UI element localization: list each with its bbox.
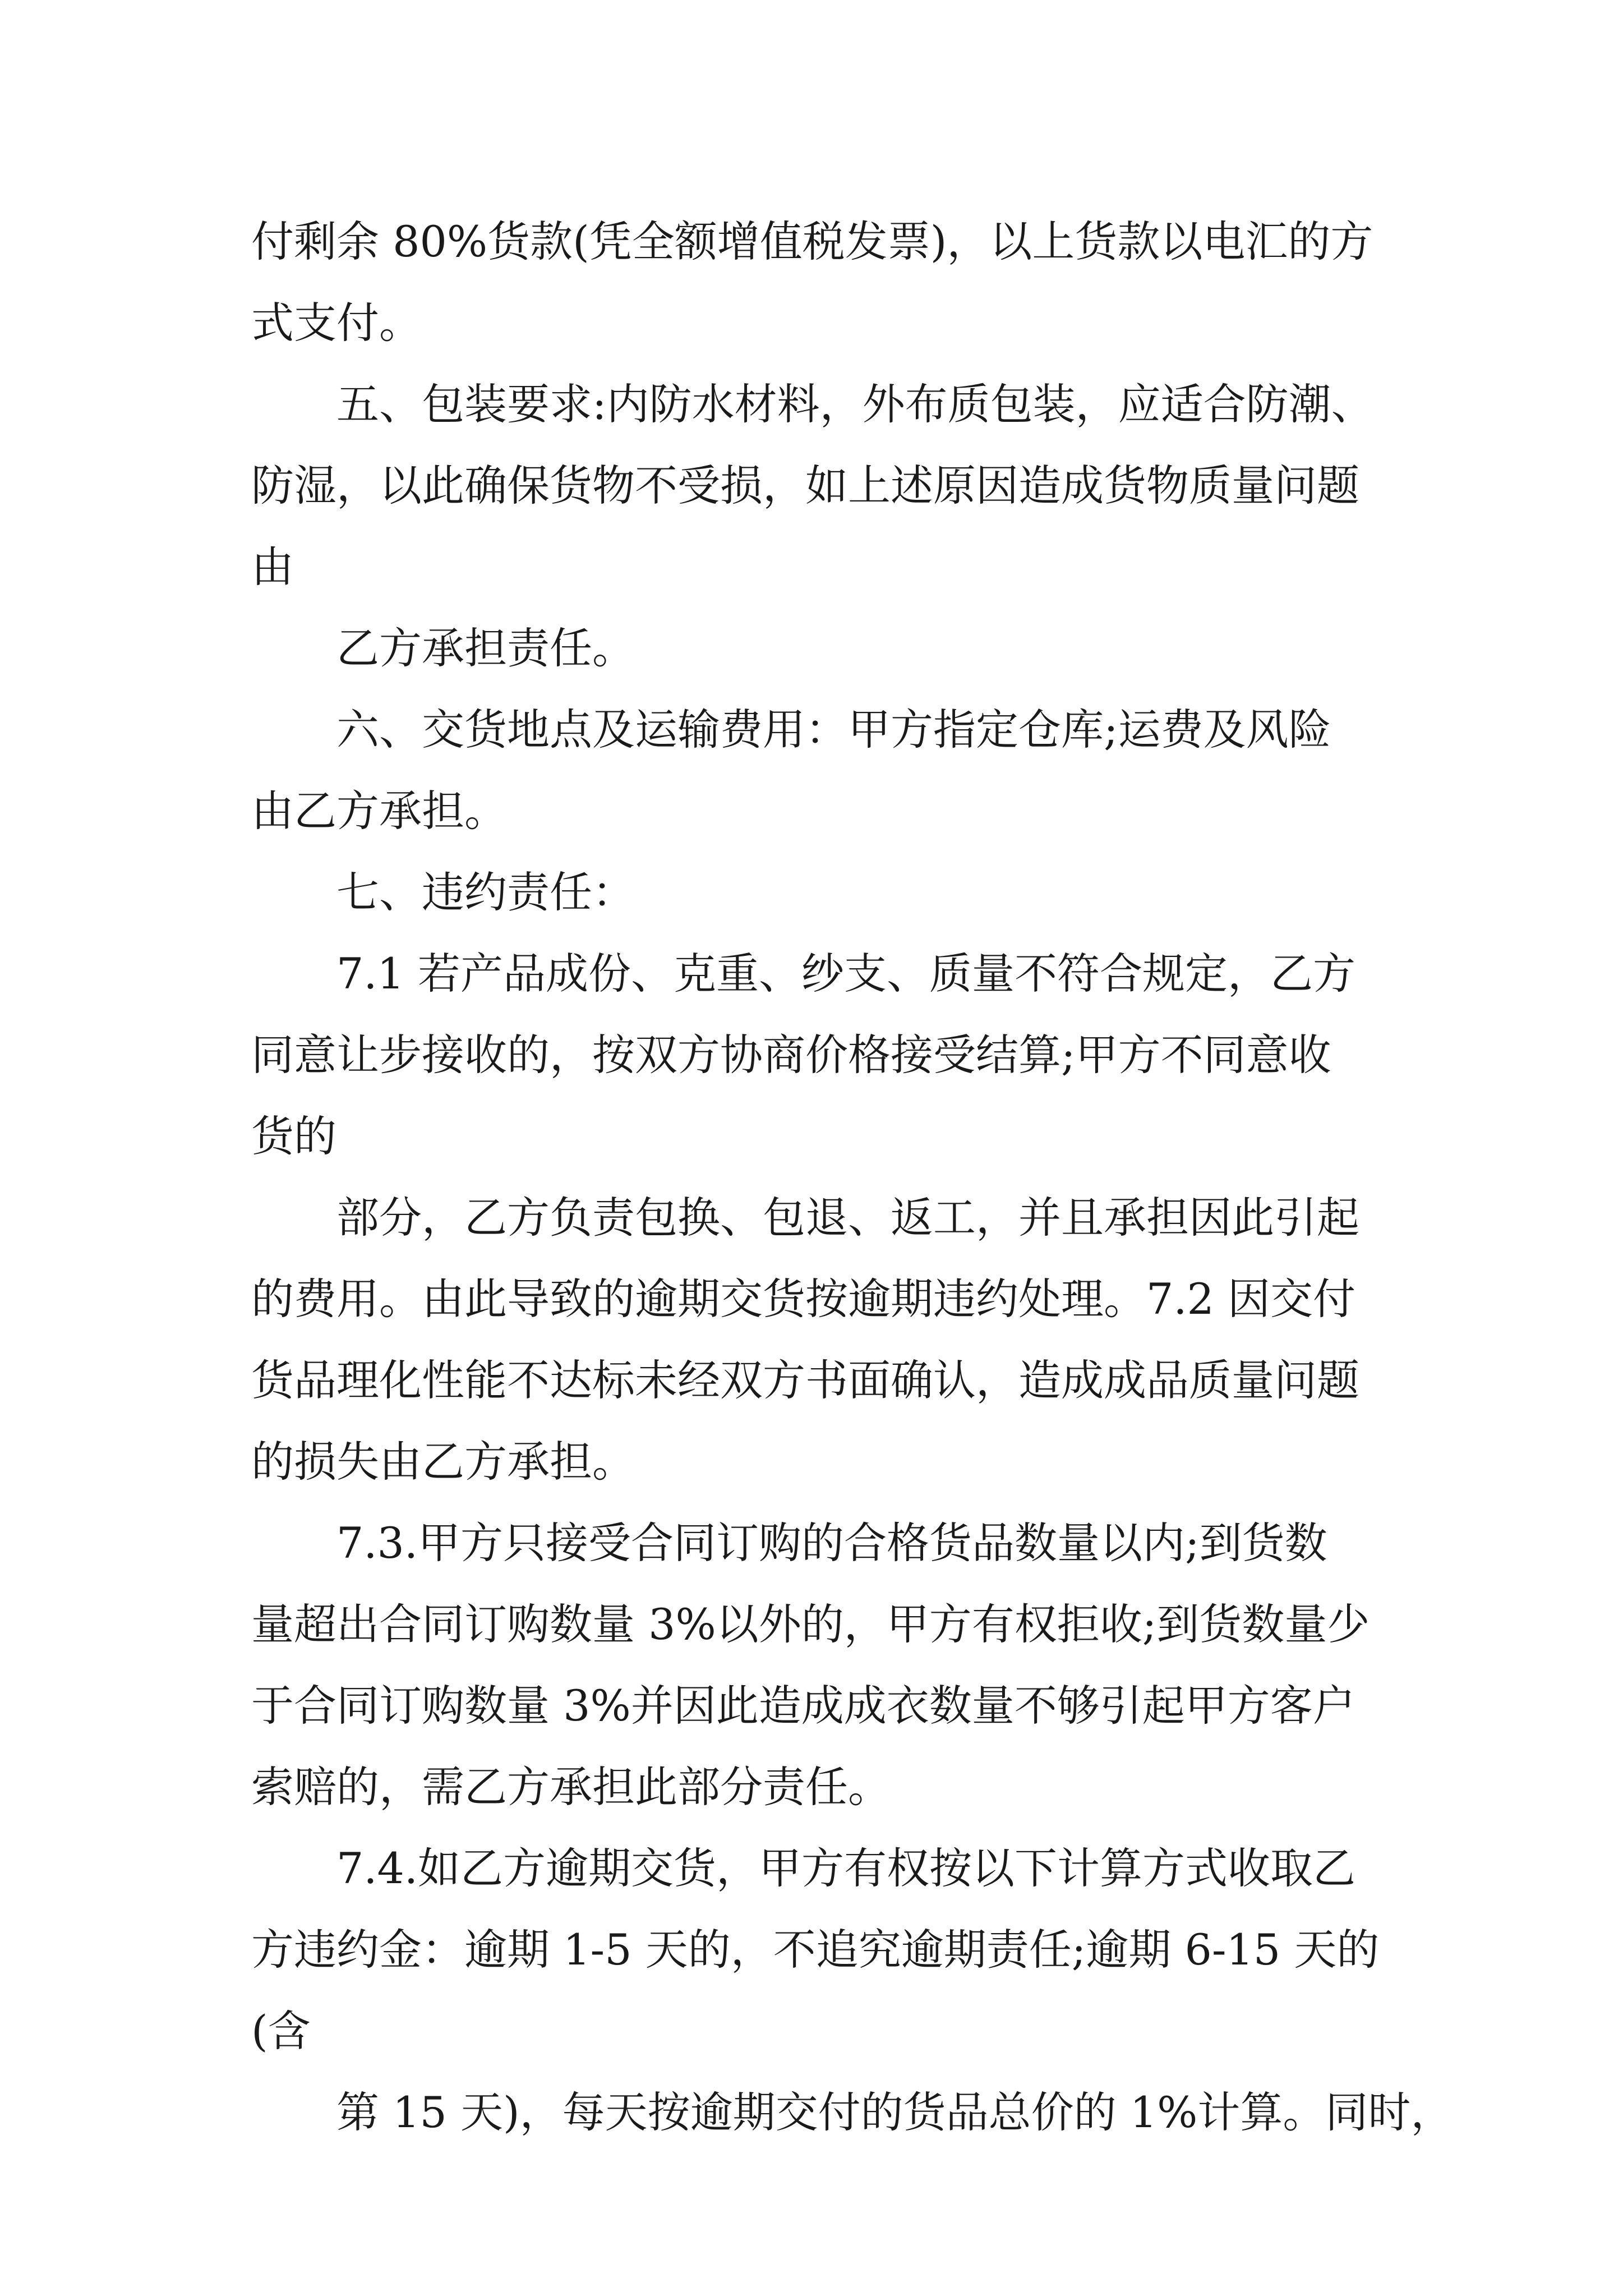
- text-line: 同意让步接收的，按双方协商价格接受结算;甲方不同意收: [251, 1030, 1331, 1080]
- text-line: 方违约金：逾期 1-5 天的，不追究逾期责任;逾期 6-15 天的: [251, 1925, 1380, 1975]
- text-line: 由乙方承担。: [251, 786, 507, 836]
- text-line: 7.1 若产品成份、克重、纱支、质量不符合规定，乙方: [336, 949, 1356, 999]
- text-line: 乙方承担责任。: [336, 623, 635, 673]
- text-line: 量超出合同订购数量 3%以外的，甲方有权拒收;到货数量少: [251, 1599, 1370, 1649]
- text-line: 由: [251, 542, 294, 592]
- text-line: 式支付。: [251, 298, 422, 348]
- text-line: 第 15 天)，每天按逾期交付的货品总价的 1%计算。同时，: [336, 2087, 1454, 2137]
- text-line: 于合同订购数量 3%并因此造成成衣数量不够引起甲方客户: [251, 1681, 1355, 1731]
- text-line: 7.3.甲方只接受合同订购的合格货品数量以内;到货数: [336, 1518, 1327, 1568]
- text-line: 部分，乙方负责包换、包退、返工，并且承担因此引起: [336, 1193, 1359, 1243]
- text-line: 的损失由乙方承担。: [251, 1437, 635, 1487]
- text-line: 货品理化性能不达标未经双方书面确认，造成成品质量问题: [251, 1355, 1359, 1405]
- text-line: 7.4.如乙方逾期交货，甲方有权按以下计算方式收取乙: [336, 1843, 1356, 1893]
- text-line: 六、交货地点及运输费用：甲方指定仓库;运费及风险: [336, 705, 1331, 754]
- text-line: (含: [251, 2006, 311, 2056]
- text-line: 付剩余 80%货款(凭全额增值税发票)，以上货款以电汇的方: [251, 217, 1373, 266]
- text-line: 的费用。由此导致的逾期交货按逾期违约处理。7.2 因交付: [251, 1274, 1356, 1324]
- text-line: 五、包装要求:内防水材料，外布质包装，应适合防潮、: [336, 379, 1374, 429]
- contract-text: [251, 201, 1530, 2153]
- text-line: 货的: [251, 1111, 336, 1161]
- text-line: 七、违约责任：: [336, 867, 635, 917]
- text-line: 防湿，以此确保货物不受损，如上述原因造成货物质量问题: [251, 461, 1359, 510]
- text-line: 索赔的，需乙方承担此部分责任。: [251, 1762, 891, 1812]
